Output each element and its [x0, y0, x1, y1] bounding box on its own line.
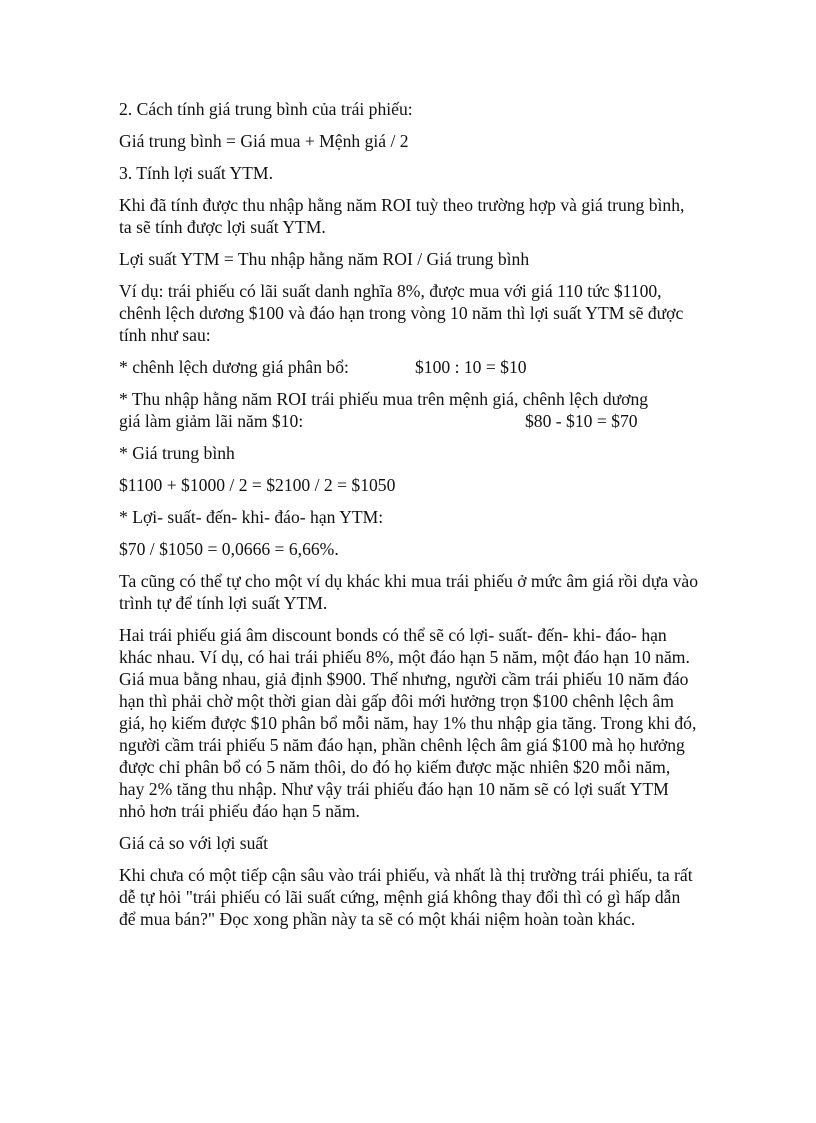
ytm-calculation: $70 / $1050 = 0,0666 = 6,66%.: [119, 539, 339, 559]
price-vs-yield-heading: Giá cả so với lợi suất: [119, 833, 269, 853]
average-price-label: * Giá trung bình: [119, 443, 235, 463]
average-price-formula: Giá trung bình = Giá mua + Mệnh giá / 2: [119, 131, 409, 151]
annual-income-line2: [119, 410, 699, 432]
discount-bonds-paragraph: Hai trái phiếu giá âm discount bonds có thể sẽ có lợi- suất- đến- khi- đáo- hạn khác nhau. Ví dụ, có hai trái phiếu 8%, một đáo hạn 5 năm, một đáo hạn 10 năm. Giá mua bằng nhau, giả định $900. Thế nhưng, người cầm trái phiếu 10 năm đáo hạn thì phải chờ một thời gian dài gấp đôi mới hưởng trọn $100 chênh lệch âm giá, họ kiếm được $10 phân bổ mỗi năm, hay 1% thu nhập gia tăng. Trong khi đó, người cầm trái phiếu 5 năm đáo hạn, phần chênh lệch âm giá $100 mà họ hưởng được chỉ phân bổ có 5 năm thôi, do đó họ kiếm được mặc nhiên $20 mỗi năm, hay 2% tăng thu nhập. Như vậy trái phiếu đáo hạn 10 năm sẽ có lợi suất YTM nhỏ hơn trái phiếu đáo hạn 5 năm.: [119, 625, 697, 821]
section-2-heading: 2. Cách tính giá trung bình của trái phiếu:: [119, 99, 413, 119]
annual-income-label-line1: * Thu nhập hằng năm ROI trái phiếu mua trên mệnh giá, chênh lệch dương: [119, 389, 649, 409]
section-3-heading: 3. Tính lợi suất YTM.: [119, 163, 273, 183]
annual-income-value: $80 - $10 = $70: [525, 411, 638, 431]
final-paragraph: Khi chưa có một tiếp cận sâu vào trái phiếu, và nhất là thị trường trái phiếu, ta rất dễ tự hỏi "trái phiếu có lãi suất cứng, mệnh giá không thay đổi thì có gì hấp dẫn để mua bán?" Đọc xong phần này ta sẽ có một khái niệm hoàn toàn khác.: [119, 865, 693, 929]
other-example-paragraph: Ta cũng có thể tự cho một ví dụ khác khi mua trái phiếu ở mức âm giá rồi dựa vào trình tự để tính lợi suất YTM.: [119, 571, 698, 613]
premium-allocation-value: $100 : 10 = $10: [415, 357, 527, 377]
premium-allocation-label: * chênh lệch dương giá phân bổ:: [119, 357, 349, 377]
annual-income-row: [119, 388, 699, 432]
ytm-formula: Lợi suất YTM = Thu nhập hằng năm ROI / Giá trung bình: [119, 249, 530, 269]
premium-allocation-row: [119, 356, 699, 378]
average-price-calculation: $1100 + $1000 / 2 = $2100 / 2 = $1050: [119, 475, 396, 495]
example-intro-paragraph: Ví dụ: trái phiếu có lãi suất danh nghĩa 8%, được mua với giá 110 tức $1100, chênh lệch dương $100 và đáo hạn trong vòng 10 năm thì lợi suất YTM sẽ được tính như sau:: [119, 281, 684, 345]
annual-income-label-line2: giá làm giảm lãi năm $10:: [119, 411, 304, 431]
ytm-intro-paragraph: Khi đã tính được thu nhập hằng năm ROI tuỳ theo trường hợp và giá trung bình, ta sẽ tính được lợi suất YTM.: [119, 195, 685, 237]
document-body: [119, 98, 699, 940]
ytm-label: * Lợi- suất- đến- khi- đáo- hạn YTM:: [119, 507, 384, 527]
